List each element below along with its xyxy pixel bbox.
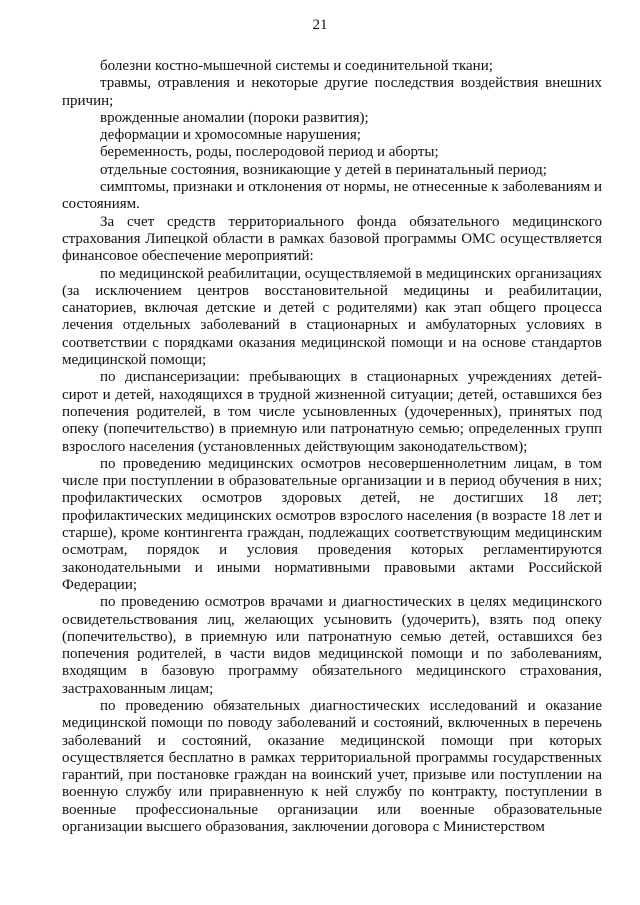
measure-dispensarization: по диспансеризации: пребывающих в стационарных учреждениях детей-сирот и детей, находящихся в трудной жизненной ситуации; детей, оставшихся без попечения родителей, в том числе усыновленных (удочеренных), принятых под опеку (попечительство) в приемную или патронатную семью; определенных групп взрослого населения (установленных действующим законодательством);	[62, 369, 602, 455]
page-number: 21	[312, 17, 328, 33]
list-item-musculoskeletal: болезни костно-мышечной системы и соединительной ткани;	[100, 58, 493, 74]
measure-military-examinations: по проведению обязательных диагностических исследований и оказание медицинской помощи по поводу заболеваний и состояний, включенных в перечень заболеваний и состояний, оказание медицинской помощи при которых осуществляется бесплатно в рамках территориальной программы государственных гарантий, при постановке граждан на воинский учет, призыве или поступлении на военную службу или приравненную к ней службу по контракту, поступлении в военные профессиональные организации или военные образовательные организации высшего образования, заключении договора с Министерством	[62, 697, 602, 836]
measure-rehabilitation: по медицинской реабилитации, осуществляемой в медицинских организациях (за исключением центров восстановительной медицины и реабилитации, санаториев, включая детские и детей с родителями) как этап общего процесса лечения отдельных заболеваний в стационарных и амбулаторных условиях в соответствии с порядками оказания медицинской помощи и на основе стандартов медицинской помощи;	[62, 265, 602, 369]
measure-adoption-examinations: по проведению осмотров врачами и диагностических в целях медицинского освидетельствования лиц, желающих усыновить (удочерить), взять под опеку (попечительство), в приемную или патронатную семью детей, оставшихся без попечения родителей, в части видов медицинской помощи и по заболеваниям, входящим в базовую программу обязательного медицинского страхования, застрахованным лицам;	[62, 594, 602, 697]
list-item-perinatal: отдельные состояния, возникающие у детей в перинатальный период;	[100, 161, 547, 178]
list-item-chromosomal-disorders: деформации и хромосомные нарушения;	[100, 127, 361, 144]
list-item-pregnancy: беременность, роды, послеродовой период и аборты;	[100, 144, 439, 161]
measure-minor-examinations: по проведению медицинских осмотров несовершеннолетним лицам, в том числе при поступлении в образовательные организации и в период обучения в них; профилактических осмотров здоровых детей, не достигших 18 лет; профилактических медицинских осмотров взрослого населения (в возрасте 18 лет и старше), кроме контингента граждан, подлежащих соответствующим медицинским осмотрам, порядок и условия проведения которых регламентируются законодательными и иными нормативными правовыми актами Российской Федерации;	[62, 455, 602, 593]
funding-intro-paragraph: За счет средств территориального фонда обязательного медицинского страхования Липецкой области в рамках базовой программы ОМС осуществляется финансовое обеспечение мероприятий:	[62, 213, 602, 265]
list-item-symptoms: симптомы, признаки и отклонения от нормы, не отнесенные к заболеваниям и состояниям.	[62, 179, 602, 213]
document-body	[62, 58, 602, 836]
list-item-injuries: травмы, отравления и некоторые другие последствия воздействия внешних причин;	[62, 75, 602, 109]
list-item-congenital-anomalies: врожденные аномалии (пороки развития);	[100, 109, 369, 126]
